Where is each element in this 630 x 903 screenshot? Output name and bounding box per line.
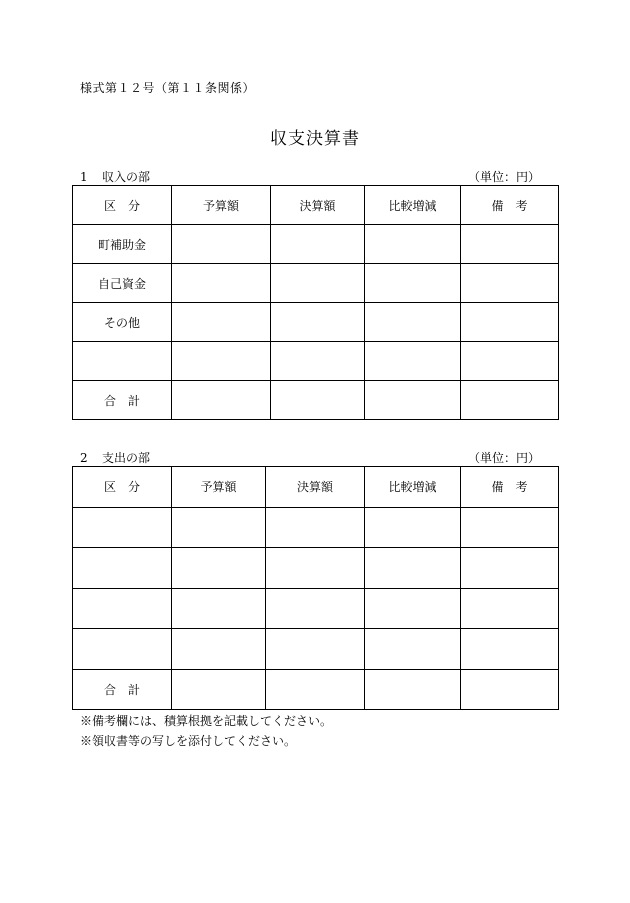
income-table [72,185,559,420]
budget-cell[interactable] [172,548,266,589]
header-actual: 決算額 [271,186,365,225]
difference-cell[interactable] [365,225,461,264]
difference-cell[interactable] [365,669,461,710]
header-remarks: 備 考 [461,186,559,225]
row-category[interactable] [73,507,172,548]
remarks-cell[interactable] [461,381,559,420]
table-row [73,264,559,303]
expense-table [72,466,559,710]
budget-cell[interactable] [172,264,271,303]
row-category[interactable] [73,342,172,381]
total-row [73,669,559,710]
remarks-cell[interactable] [461,264,559,303]
row-category: 合 計 [73,381,172,420]
table-row [73,225,559,264]
header-budget: 予算額 [172,186,271,225]
header-remarks: 備 考 [461,467,559,508]
header-difference: 比較増減 [365,467,461,508]
difference-cell[interactable] [365,303,461,342]
difference-cell[interactable] [365,507,461,548]
income-section-number: 1 [80,170,88,184]
row-category[interactable] [73,548,172,589]
income-section-heading [80,168,558,184]
actual-cell[interactable] [266,629,365,670]
budget-cell[interactable] [172,507,266,548]
actual-cell[interactable] [271,264,365,303]
header-budget: 予算額 [172,467,266,508]
remarks-cell[interactable] [461,548,559,589]
row-category: 合 計 [73,669,172,710]
remarks-cell[interactable] [461,629,559,670]
expense-section-heading [80,449,558,465]
table-row [73,588,559,629]
row-category[interactable] [73,629,172,670]
budget-cell[interactable] [172,342,271,381]
remarks-cell[interactable] [461,588,559,629]
difference-cell[interactable] [365,264,461,303]
income-unit-label: （単位：円） [467,170,540,184]
actual-cell[interactable] [266,507,365,548]
table-row [73,303,559,342]
remarks-cell[interactable] [461,303,559,342]
difference-cell[interactable] [365,588,461,629]
actual-cell[interactable] [266,548,365,589]
difference-cell[interactable] [365,629,461,670]
note-attach-receipts: ※領収書等の写しを添付してください。 [80,734,297,748]
budget-cell[interactable] [172,588,266,629]
note-remarks-basis: ※備考欄には、積算根拠を記載してください。 [80,714,333,728]
header-category: 区 分 [73,186,172,225]
actual-cell[interactable] [271,342,365,381]
income-section-label: 収入の部 [102,170,151,184]
form-number: 様式第１２号（第１１条関係） [80,81,256,95]
table-row [73,342,559,381]
actual-cell[interactable] [271,303,365,342]
remarks-cell[interactable] [461,342,559,381]
header-difference: 比較増減 [365,186,461,225]
budget-cell[interactable] [172,629,266,670]
difference-cell[interactable] [365,381,461,420]
difference-cell[interactable] [365,548,461,589]
document-title: 収支決算書 [270,129,360,149]
budget-cell[interactable] [172,225,271,264]
budget-cell[interactable] [172,303,271,342]
difference-cell[interactable] [365,342,461,381]
budget-cell[interactable] [172,669,266,710]
table-row [73,548,559,589]
expense-section-label: 支出の部 [102,451,151,465]
table-row [73,629,559,670]
remarks-cell[interactable] [461,669,559,710]
header-actual: 決算額 [266,467,365,508]
actual-cell[interactable] [266,588,365,629]
row-category: 町補助金 [73,225,172,264]
table-header-row [73,467,559,508]
header-category: 区 分 [73,467,172,508]
total-row [73,381,559,420]
row-category[interactable] [73,588,172,629]
table-header-row [73,186,559,225]
table-row [73,507,559,548]
row-category: 自己資金 [73,264,172,303]
row-category: その他 [73,303,172,342]
remarks-cell[interactable] [461,507,559,548]
expense-unit-label: （単位：円） [467,451,540,465]
actual-cell[interactable] [266,669,365,710]
notes [80,711,332,751]
actual-cell[interactable] [271,225,365,264]
budget-cell[interactable] [172,381,271,420]
remarks-cell[interactable] [461,225,559,264]
expense-section-number: 2 [80,451,88,465]
actual-cell[interactable] [271,381,365,420]
